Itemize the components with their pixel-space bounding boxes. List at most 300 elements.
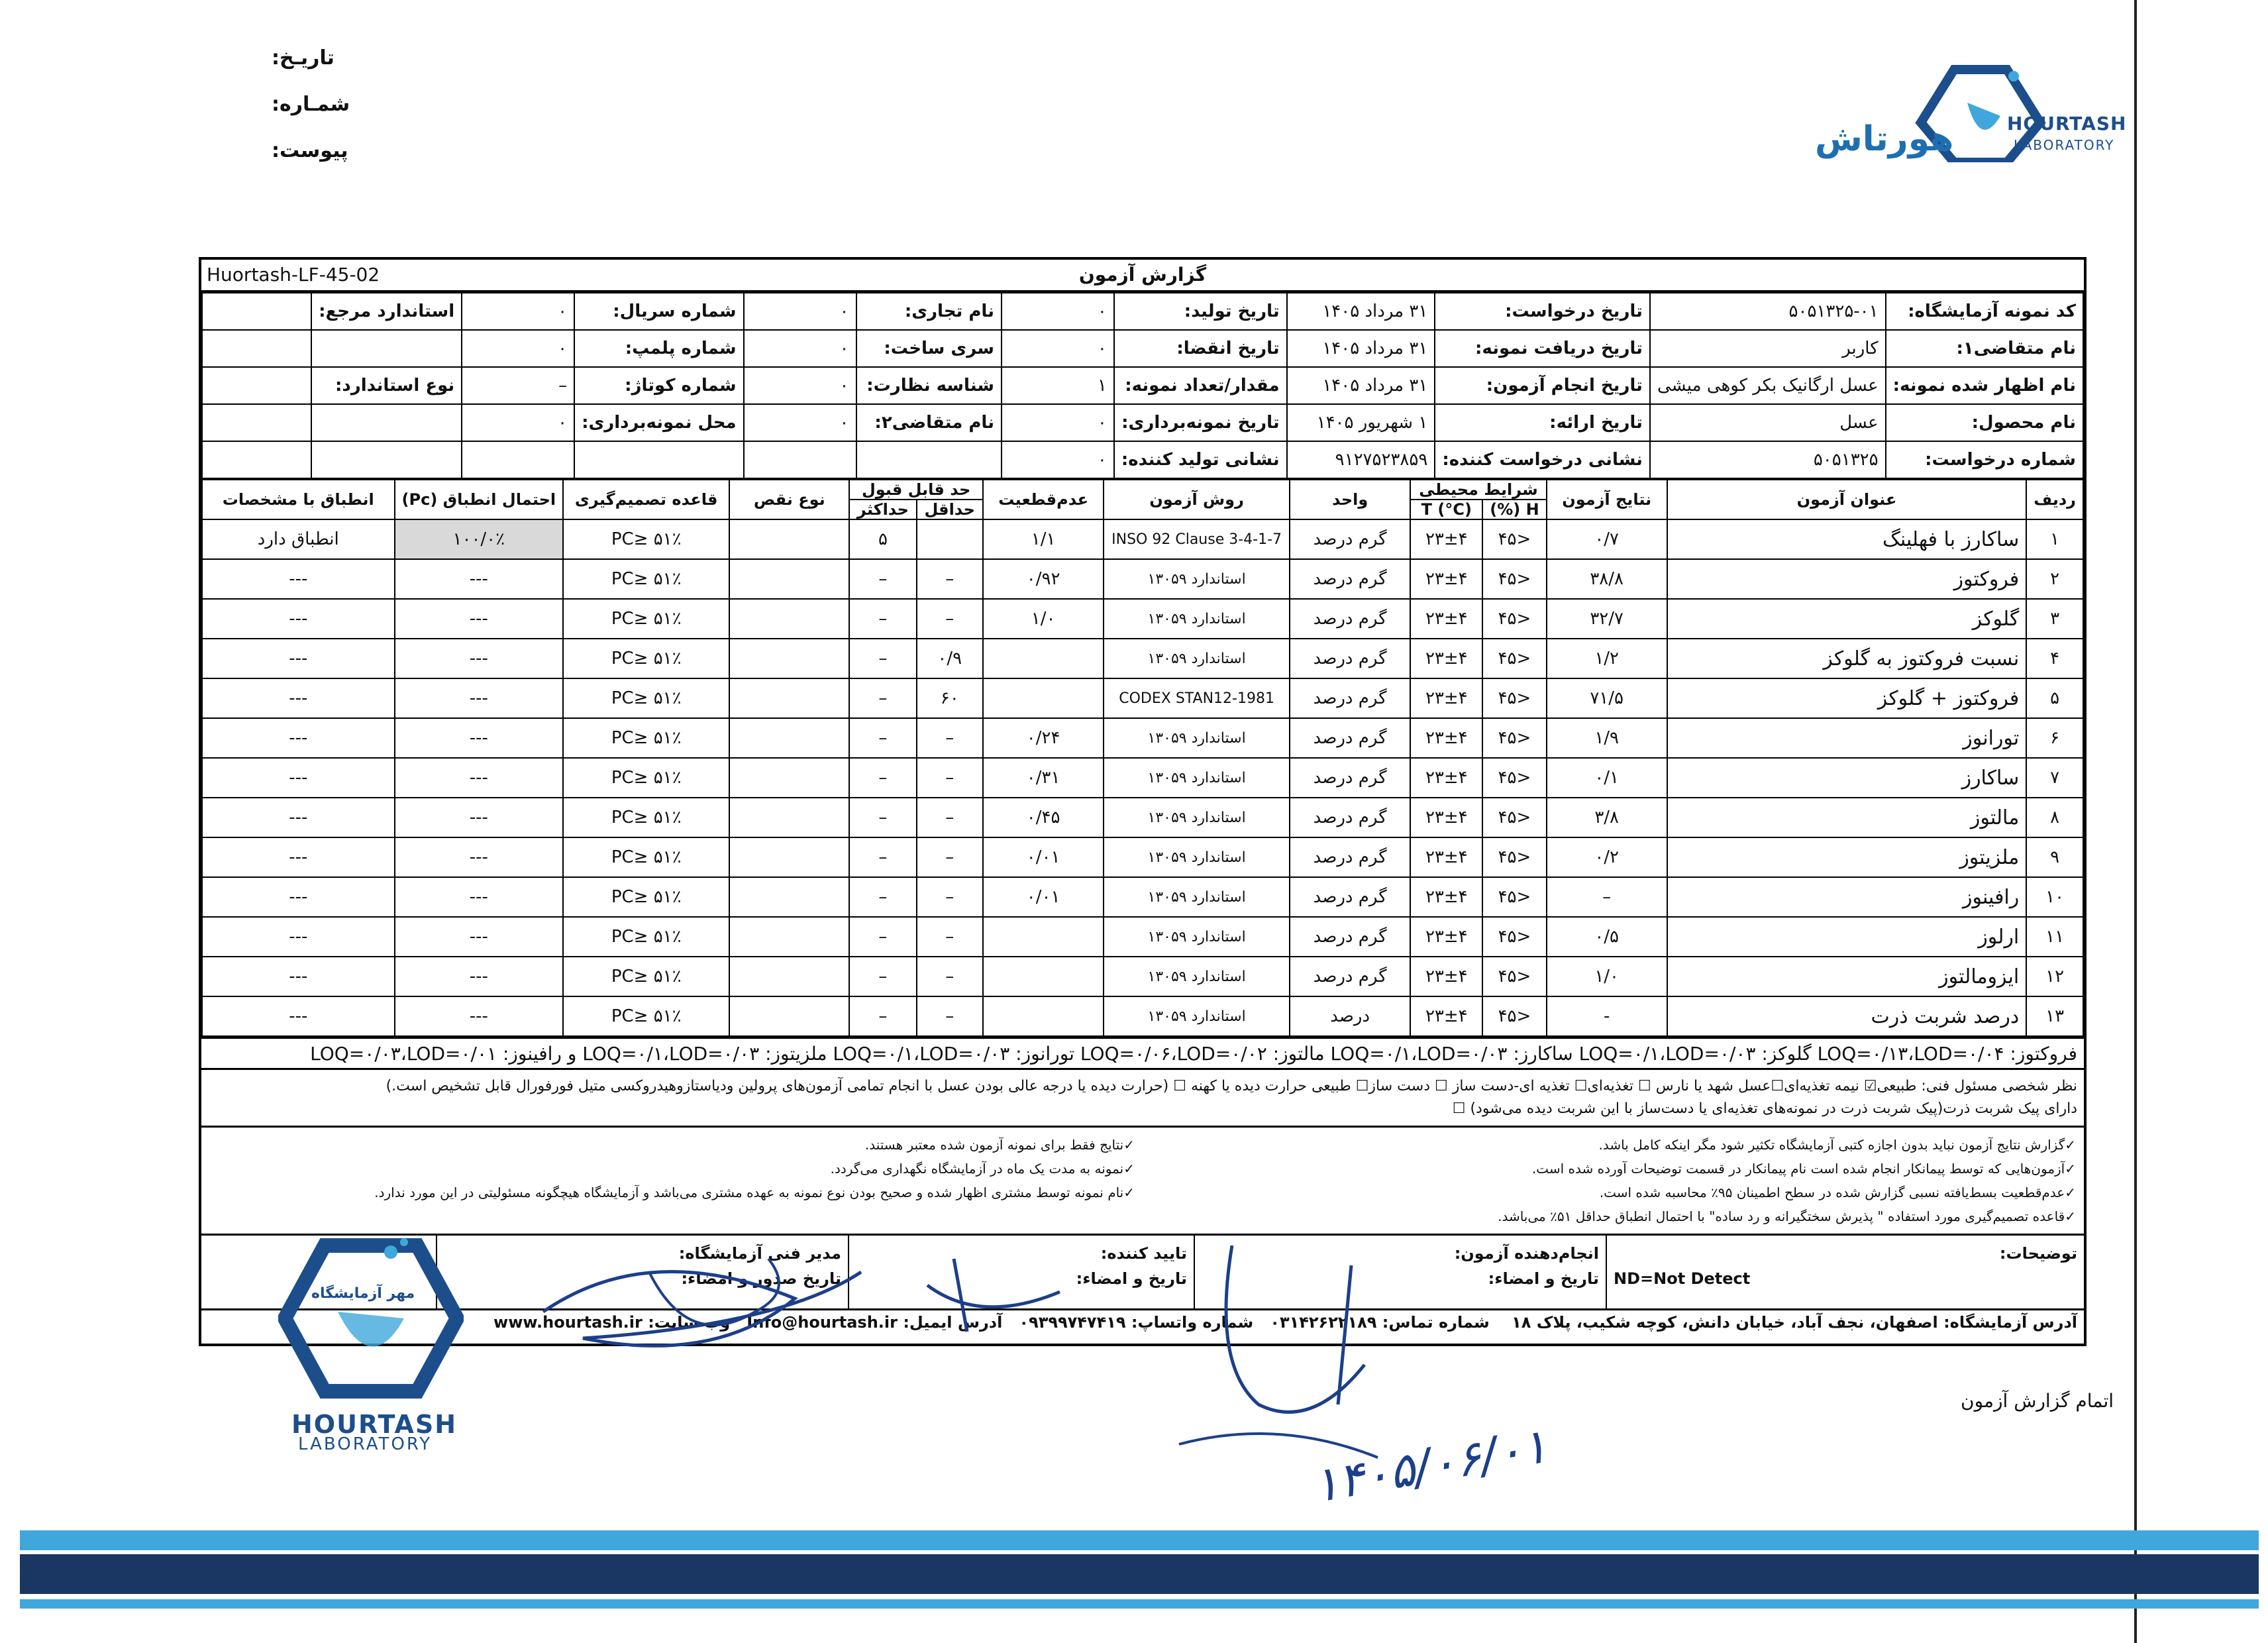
cell-method: استاندارد ۱۳۰۵۹ [1104, 917, 1290, 957]
notes-label: توضیحات: [1999, 1244, 2077, 1263]
approver-date-label: تاریخ و امضاء: [1076, 1269, 1187, 1288]
cell-unit: گرم درصد [1290, 877, 1410, 917]
cell-min: ۰/۹ [917, 639, 983, 678]
cell-t: ۲۳±۴ [1410, 996, 1482, 1036]
col-pc: احتمال انطباق (Pc) [395, 480, 564, 519]
page-edge [2134, 0, 2216, 1643]
cell-rule: PC≥ ۵۱٪ [563, 519, 729, 559]
stamp-text-en: HOURTASH [291, 1410, 458, 1439]
cell-h: <۴۵ [1482, 798, 1546, 837]
cell-method: استاندارد ۱۳۰۵۹ [1104, 996, 1290, 1036]
cell-defect [729, 996, 849, 1036]
cell-conform: --- [202, 996, 395, 1036]
end-text: اتمام گزارش آزمون [1961, 1390, 2114, 1412]
cell-h: <۴۵ [1482, 678, 1546, 718]
info-label: شماره پلمپ: [574, 330, 744, 367]
form-code: Huortash-LF-45-02 [207, 264, 380, 286]
cell-uncert: ۰/۹۲ [983, 559, 1104, 599]
cell-rule: PC≥ ۵۱٪ [563, 678, 729, 718]
info-label: تاریخ تولید: [1114, 293, 1287, 330]
info-value [202, 367, 311, 404]
cell-unit: درصد [1290, 996, 1410, 1036]
bullets-right [1143, 1128, 2084, 1234]
info-row [202, 404, 2083, 441]
cell-method: استاندارد ۱۳۰۵۹ [1104, 639, 1290, 678]
col-limit: حد قابل قبول [849, 480, 983, 500]
cell-n: ۷ [2026, 758, 2083, 798]
cell-method: استاندارد ۱۳۰۵۹ [1104, 957, 1290, 996]
cell-defect [729, 519, 849, 559]
col-result: نتایج آزمون [1547, 480, 1667, 519]
note-bullet: ✓آزمون‌هایی که توسط پیمانکار انجام شده است نام پیمانکار در قسمت توضیحات آورده شده است. [1531, 1161, 2076, 1177]
cell-h: <۴۵ [1482, 996, 1546, 1036]
cell-conform: --- [202, 837, 395, 877]
cell-defect [729, 957, 849, 996]
cell-title: ملزیتوز [1667, 837, 2027, 877]
cell-title: ساکارز با فهلینگ [1667, 519, 2027, 559]
cell-pc: --- [395, 837, 564, 877]
cell-n: ۲ [2026, 559, 2083, 599]
cell-rule: PC≥ ۵۱٪ [563, 599, 729, 639]
info-label: تاریخ نمونه‌برداری: [1114, 404, 1287, 441]
table-row [202, 798, 2083, 837]
cell-unit: گرم درصد [1290, 559, 1410, 599]
cell-conform: --- [202, 957, 395, 996]
cell-unit: گرم درصد [1290, 917, 1410, 957]
cell-max: – [849, 559, 916, 599]
info-value: ۳۱ مرداد ۱۴۰۵ [1287, 293, 1435, 330]
cell-conform: انطباق دارد [202, 519, 395, 559]
cell-uncert [983, 678, 1104, 718]
note-bullet: ✓عدم‌قطعیت بسط‌یافته نسبی گزارش شده در سطح اطمینان ۹۵٪ محاسبه شده است. [1599, 1185, 2076, 1200]
cell-uncert: ۱/۰ [983, 599, 1104, 639]
cell-max: – [849, 599, 916, 639]
cell-result: ۰/۷ [1547, 519, 1667, 559]
info-value: ۳۱ مرداد ۱۴۰۵ [1287, 367, 1435, 404]
bullets-left [201, 1128, 1143, 1234]
cell-result: ۳۲/۷ [1547, 599, 1667, 639]
cell-defect [729, 639, 849, 678]
logo-subtext-en: LABORATORY [2014, 137, 2115, 153]
info-table [201, 292, 2084, 479]
cell-pc: ۱۰۰/۰٪ [395, 519, 564, 559]
info-value: ۰ [1002, 404, 1114, 441]
cell-title: فروکتوز + گلوکز [1667, 678, 2027, 718]
cell-t: ۲۳±۴ [1410, 718, 1482, 758]
number-label: شمـاره: [272, 93, 350, 116]
cell-unit: گرم درصد [1290, 639, 1410, 678]
cell-t: ۲۳±۴ [1410, 519, 1482, 559]
cell-max: – [849, 798, 916, 837]
lab-address: آدرس آزمایشگاه: اصفهان، نجف آباد، خیابان دانش، کوچه شکیب، پلاک ۱۸ [1512, 1313, 2077, 1332]
cell-rule: PC≥ ۵۱٪ [563, 837, 729, 877]
cell-rule: PC≥ ۵۱٪ [563, 996, 729, 1036]
cell-defect [729, 599, 849, 639]
cell-t: ۲۳±۴ [1410, 798, 1482, 837]
cell-max: – [849, 758, 916, 798]
opinion-note [201, 1070, 2084, 1128]
cell-n: ۶ [2026, 718, 2083, 758]
opinion-line: نظر شخصی مسئول فنی: طبیعی☑ نیمه تغذیه‌ای☐عسل شهد یا نارس ☐ تغذیه‌ای☐ تغذیه ای-دست ساز ☐ دست ساز☐ طبیعی حرارت دیده یا کهنه ☐ (حرارت دیده یا درجه عالی بودن عسل با انجام تمامی آزمون‌های پرولین ودیاستازوهیدروکسی متیل فورفورال قابل تشخیص است.) [386, 1078, 2077, 1094]
cell-n: ۹ [2026, 837, 2083, 877]
cell-uncert [983, 917, 1104, 957]
cell-max: ۵ [849, 519, 916, 559]
cell-pc: --- [395, 917, 564, 957]
cell-defect [729, 798, 849, 837]
cell-defect [729, 758, 849, 798]
cell-method: استاندارد ۱۳۰۵۹ [1104, 837, 1290, 877]
cell-rule: PC≥ ۵۱٪ [563, 798, 729, 837]
cell-title: مالتوز [1667, 798, 2027, 837]
col-row: ردیف [2026, 480, 2083, 519]
cell-max: – [849, 917, 916, 957]
info-value [462, 441, 574, 478]
cell-rule: PC≥ ۵۱٪ [563, 957, 729, 996]
manager-label: مدیر فنی آزمایشگاه: [678, 1244, 841, 1263]
cell-method: استاندارد ۱۳۰۵۹ [1104, 877, 1290, 917]
info-value: ۹۱۲۷۵۲۳۸۵۹ [1287, 441, 1435, 478]
col-rule: قاعده تصمیم‌گیری [563, 480, 729, 519]
cell-result: ۳/۸ [1547, 798, 1667, 837]
cell-min [917, 519, 983, 559]
col-t: T (°C) [1410, 500, 1482, 519]
info-value: ۰ [462, 330, 574, 367]
cell-h: <۴۵ [1482, 758, 1546, 798]
cell-pc: --- [395, 678, 564, 718]
info-value [202, 293, 311, 330]
approver-label: تایید کننده: [1100, 1244, 1187, 1263]
cell-defect [729, 917, 849, 957]
info-label: نام تجاری: [856, 293, 1002, 330]
cell-h: <۴۵ [1482, 917, 1546, 957]
info-label: نشانی تولید کننده: [1114, 441, 1287, 478]
table-row [202, 599, 2083, 639]
cell-unit: گرم درصد [1290, 957, 1410, 996]
col-conform: انطباق با مشخصات [202, 480, 395, 519]
cell-min: – [917, 758, 983, 798]
performer-label: انجام‌دهنده آزمون: [1454, 1244, 1599, 1263]
cell-t: ۲۳±۴ [1410, 559, 1482, 599]
cell-n: ۱ [2026, 519, 2083, 559]
cell-conform: --- [202, 758, 395, 798]
cell-defect [729, 877, 849, 917]
info-row [202, 367, 2083, 404]
cell-t: ۲۳±۴ [1410, 639, 1482, 678]
info-label: شناسه نظارت: [856, 367, 1002, 404]
cell-max: – [849, 678, 916, 718]
cell-unit: گرم درصد [1290, 519, 1410, 559]
cell-n: ۱۰ [2026, 877, 2083, 917]
cell-n: ۳ [2026, 599, 2083, 639]
col-h: H (%) [1482, 500, 1546, 519]
cell-defect [729, 837, 849, 877]
cell-min: – [917, 877, 983, 917]
info-value: ۰ [744, 367, 856, 404]
info-label: استاندارد مرجع: [311, 293, 462, 330]
loq-line: فروکتوز: LOQ=۰/۱۳،LOD=۰/۰۴ گلوکز: LOQ=۰/۱،LOD=۰/۰۳ ساکارز: LOQ=۰/۱،LOD=۰/۰۳ مالتوز: LOQ=۰/۰۶،LOD=۰/۰۲ تورانوز: LOQ=۰/۱،LOD=۰/۰۳ ملزیتوز: LOQ=۰/۱،LOD=۰/۰۳ و رافینوز: LOQ=۰/۰۳،LOD=۰/۰۱ [201, 1037, 2084, 1070]
note-bullet: ✓گزارش نتایج آزمون نباید بدون اجازه کتبی آزمایشگاه تکثیر شود مگر اینکه کامل باشد. [1598, 1137, 2076, 1153]
info-value: ۳۱ مرداد ۱۴۰۵ [1287, 330, 1435, 367]
lab-email[interactable]: آدرس ایمیل: Info@hourtash.ir [747, 1313, 1003, 1332]
notes-cell [1606, 1236, 2084, 1308]
cell-title: تورانوز [1667, 718, 2027, 758]
cell-conform: --- [202, 917, 395, 957]
cell-t: ۲۳±۴ [1410, 837, 1482, 877]
cell-min: ۶۰ [917, 678, 983, 718]
info-label: تاریخ ارائه: [1435, 404, 1650, 441]
cell-result: ۷۱/۵ [1547, 678, 1667, 718]
cell-method: CODEX STAN12-1981 [1104, 678, 1290, 718]
col-min: حداقل [917, 500, 983, 519]
info-label: شماره درخواست: [1886, 441, 2083, 478]
cell-uncert: ۰/۴۵ [983, 798, 1104, 837]
cell-title: ساکارز [1667, 758, 2027, 798]
cell-pc: --- [395, 599, 564, 639]
cell-uncert [983, 957, 1104, 996]
cell-title: درصد شربت ذرت [1667, 996, 2027, 1036]
info-value: ۰ [744, 404, 856, 441]
info-label [311, 441, 462, 478]
info-value: ۰ [1002, 441, 1114, 478]
cell-pc: --- [395, 559, 564, 599]
report-box [199, 257, 2087, 1346]
info-label: شماره کوتاژ: [574, 367, 744, 404]
footer-bar-top [20, 1530, 2259, 1550]
info-label: تاریخ درخواست: [1435, 293, 1650, 330]
opinion-line-2: دارای پیک شربت ذرت(پیک شربت ذرت در نمونه‌های تغذیه‌ای یا دست‌ساز با این شربت دیده می‌شود) ☐ [1452, 1100, 2077, 1117]
info-label: نام محصول: [1886, 404, 2083, 441]
cell-title: نسبت فروکتوز به گلوکز [1667, 639, 2027, 678]
lab-logo [1815, 63, 2139, 169]
cell-title: ارلوز [1667, 917, 2027, 957]
cell-min: – [917, 559, 983, 599]
info-value: ۰ [744, 330, 856, 367]
cell-pc: --- [395, 718, 564, 758]
cell-min: – [917, 718, 983, 758]
cell-max: – [849, 639, 916, 678]
cell-conform: --- [202, 599, 395, 639]
cell-pc: --- [395, 957, 564, 996]
footer-bars [20, 1530, 2259, 1609]
table-row [202, 718, 2083, 758]
cell-pc: --- [395, 996, 564, 1036]
stamp-subtext-en: LABORATORY [298, 1434, 433, 1454]
cell-h: <۴۵ [1482, 837, 1546, 877]
cell-title: گلوکز [1667, 599, 2027, 639]
cell-h: <۴۵ [1482, 718, 1546, 758]
col-uncert: عدم‌قطعیت [983, 480, 1104, 519]
info-value [202, 404, 311, 441]
info-label: نام متقاضی۱: [1886, 330, 2083, 367]
cell-defect [729, 718, 849, 758]
lab-stamp [278, 1232, 464, 1454]
info-value: ۱ [1002, 367, 1114, 404]
info-label [856, 441, 1002, 478]
cell-defect [729, 559, 849, 599]
cell-min: – [917, 599, 983, 639]
cell-method: استاندارد ۱۳۰۵۹ [1104, 718, 1290, 758]
cell-t: ۲۳±۴ [1410, 957, 1482, 996]
table-row [202, 639, 2083, 678]
cell-n: ۱۲ [2026, 957, 2083, 996]
note-bullet: ✓قاعده تصمیم‌گیری مورد استفاده " پذیرش سختگیرانه و رد ساده" با احتمال انطباق حداقل ۵۱٪ می‌باشد. [1498, 1208, 2076, 1224]
table-row [202, 559, 2083, 599]
cell-n: ۱۳ [2026, 996, 2083, 1036]
cell-uncert: ۱/۱ [983, 519, 1104, 559]
manager-date-label: تاریخ صدور و امضاء: [681, 1269, 841, 1288]
col-env: شرایط محیطی [1410, 480, 1546, 500]
cell-method: استاندارد ۱۳۰۵۹ [1104, 599, 1290, 639]
cell-n: ۸ [2026, 798, 2083, 837]
col-max: حداکثر [849, 500, 916, 519]
cell-conform: --- [202, 559, 395, 599]
info-value: عسل [1650, 404, 1886, 441]
col-unit: واحد [1290, 480, 1410, 519]
cell-rule: PC≥ ۵۱٪ [563, 559, 729, 599]
date-label: تاریـخ: [272, 46, 335, 70]
attachment-label: پیوست: [272, 139, 348, 162]
notes-bullets [201, 1128, 2084, 1236]
cell-pc: --- [395, 639, 564, 678]
cell-min: – [917, 957, 983, 996]
cell-rule: PC≥ ۵۱٪ [563, 639, 729, 678]
cell-n: ۱۱ [2026, 917, 2083, 957]
info-label: مقدار/تعداد نمونه: [1114, 367, 1287, 404]
info-value: ۵۰۵۱۳۲۵ [1650, 441, 1886, 478]
cell-title: رافینوز [1667, 877, 2027, 917]
cell-uncert: ۰/۲۴ [983, 718, 1104, 758]
cell-max: – [849, 957, 916, 996]
info-value: ۰ [744, 293, 856, 330]
cell-unit: گرم درصد [1290, 758, 1410, 798]
info-value [202, 441, 311, 478]
cell-unit: گرم درصد [1290, 678, 1410, 718]
note-bullet: ✓نمونه به مدت یک ماه در آزمایشگاه نگهداری می‌گردد. [830, 1161, 1135, 1177]
col-title: عنوان آزمون [1667, 480, 2027, 519]
cell-result: ۰/۱ [1547, 758, 1667, 798]
cell-rule: PC≥ ۵۱٪ [563, 877, 729, 917]
col-method: روش آزمون [1104, 480, 1290, 519]
stamp-text-fa: مهر آزمایشگاه [311, 1285, 415, 1302]
info-row [202, 441, 2083, 478]
cell-result: ۳۸/۸ [1547, 559, 1667, 599]
cell-conform: --- [202, 877, 395, 917]
info-label: محل نمونه‌برداری: [574, 404, 744, 441]
cell-result: – [1547, 877, 1667, 917]
cell-min: – [917, 917, 983, 957]
cell-min: – [917, 798, 983, 837]
cell-h: <۴۵ [1482, 519, 1546, 559]
cell-method: استاندارد ۱۳۰۵۹ [1104, 798, 1290, 837]
logo-text-en: HOURTASH [2007, 113, 2127, 134]
footer-bar-main [20, 1554, 2259, 1594]
cell-unit: گرم درصد [1290, 599, 1410, 639]
cell-result: ۱/۲ [1547, 639, 1667, 678]
cell-h: <۴۵ [1482, 559, 1546, 599]
note-bullet: ✓نام نمونه توسط مشتری اظهار شده و صحیح بودن نوع نمونه به عهده مشتری می‌باشد و آزمایشگاه هیچگونه مسئولیتی در این مورد ندارد. [374, 1185, 1135, 1200]
cell-n: ۴ [2026, 639, 2083, 678]
info-label [311, 404, 462, 441]
info-label: نشانی درخواست کننده: [1435, 441, 1650, 478]
info-value: ۰ [1002, 330, 1114, 367]
cell-method: INSO 92 Clause 3-4-1-7 [1104, 519, 1290, 559]
info-label [311, 330, 462, 367]
info-label: تاریخ انجام آزمون: [1435, 367, 1650, 404]
cell-pc: --- [395, 758, 564, 798]
info-label: سری ساخت: [856, 330, 1002, 367]
cell-title: ایزومالتوز [1667, 957, 2027, 996]
report-title: گزارش آزمون [1078, 264, 1207, 286]
info-value: عسل ارگانیک بکر کوهی میشی [1650, 367, 1886, 404]
info-label [574, 441, 744, 478]
cell-unit: گرم درصد [1290, 837, 1410, 877]
handwritten-date: ۱۴۰۵/۰۶/۰۱ [1308, 1417, 1552, 1514]
cell-h: <۴۵ [1482, 877, 1546, 917]
note-bullet: ✓نتایج فقط برای نمونه آزمون شده معتبر هستند. [864, 1137, 1135, 1153]
info-label: کد نمونه آزمایشگاه: [1886, 293, 2083, 330]
cell-title: فروکتوز [1667, 559, 2027, 599]
cell-uncert [983, 996, 1104, 1036]
cell-t: ۲۳±۴ [1410, 917, 1482, 957]
cell-conform: --- [202, 718, 395, 758]
cell-conform: --- [202, 798, 395, 837]
cell-method: استاندارد ۱۳۰۵۹ [1104, 559, 1290, 599]
cell-rule: PC≥ ۵۱٪ [563, 758, 729, 798]
info-value: کاربر [1650, 330, 1886, 367]
cell-rule: PC≥ ۵۱٪ [563, 718, 729, 758]
nd-note: ND=Not Detect [1614, 1269, 1751, 1288]
lab-website[interactable]: وب سایت: www.hourtash.ir [493, 1313, 731, 1332]
cell-t: ۲۳±۴ [1410, 599, 1482, 639]
cell-pc: --- [395, 877, 564, 917]
info-label: شماره سریال: [574, 293, 744, 330]
cell-t: ۲۳±۴ [1410, 877, 1482, 917]
table-row [202, 837, 2083, 877]
table-row [202, 877, 2083, 917]
table-row [202, 917, 2083, 957]
info-label: نوع استاندارد: [311, 367, 462, 404]
cell-unit: گرم درصد [1290, 798, 1410, 837]
cell-conform: --- [202, 639, 395, 678]
cell-unit: گرم درصد [1290, 718, 1410, 758]
col-defect: نوع نقص [729, 480, 849, 519]
info-label: نام اظهار شده نمونه: [1886, 367, 2083, 404]
cell-conform: --- [202, 678, 395, 718]
cell-min: – [917, 996, 983, 1036]
cell-min: – [917, 837, 983, 877]
info-label: نام متقاضی۲: [856, 404, 1002, 441]
cell-h: <۴۵ [1482, 599, 1546, 639]
table-row [202, 996, 2083, 1036]
cell-rule: PC≥ ۵۱٪ [563, 917, 729, 957]
info-value [202, 330, 311, 367]
cell-pc: --- [395, 798, 564, 837]
info-value [744, 441, 856, 478]
lab-whatsapp: شماره واتساپ: ۰۹۳۹۹۷۴۷۴۱۹ [1019, 1313, 1254, 1332]
table-row [202, 519, 2083, 559]
info-value: ۰ [462, 293, 574, 330]
info-label: تاریخ دریافت نمونه: [1435, 330, 1650, 367]
cell-method: استاندارد ۱۳۰۵۹ [1104, 758, 1290, 798]
results-table [201, 479, 2084, 1037]
cell-h: <۴۵ [1482, 639, 1546, 678]
info-label: تاریخ انقضا: [1114, 330, 1287, 367]
cell-h: <۴۵ [1482, 957, 1546, 996]
cell-uncert: ۰/۰۱ [983, 837, 1104, 877]
info-value: ۱ شهریور ۱۴۰۵ [1287, 404, 1435, 441]
cell-defect [729, 678, 849, 718]
cell-result: - [1547, 996, 1667, 1036]
